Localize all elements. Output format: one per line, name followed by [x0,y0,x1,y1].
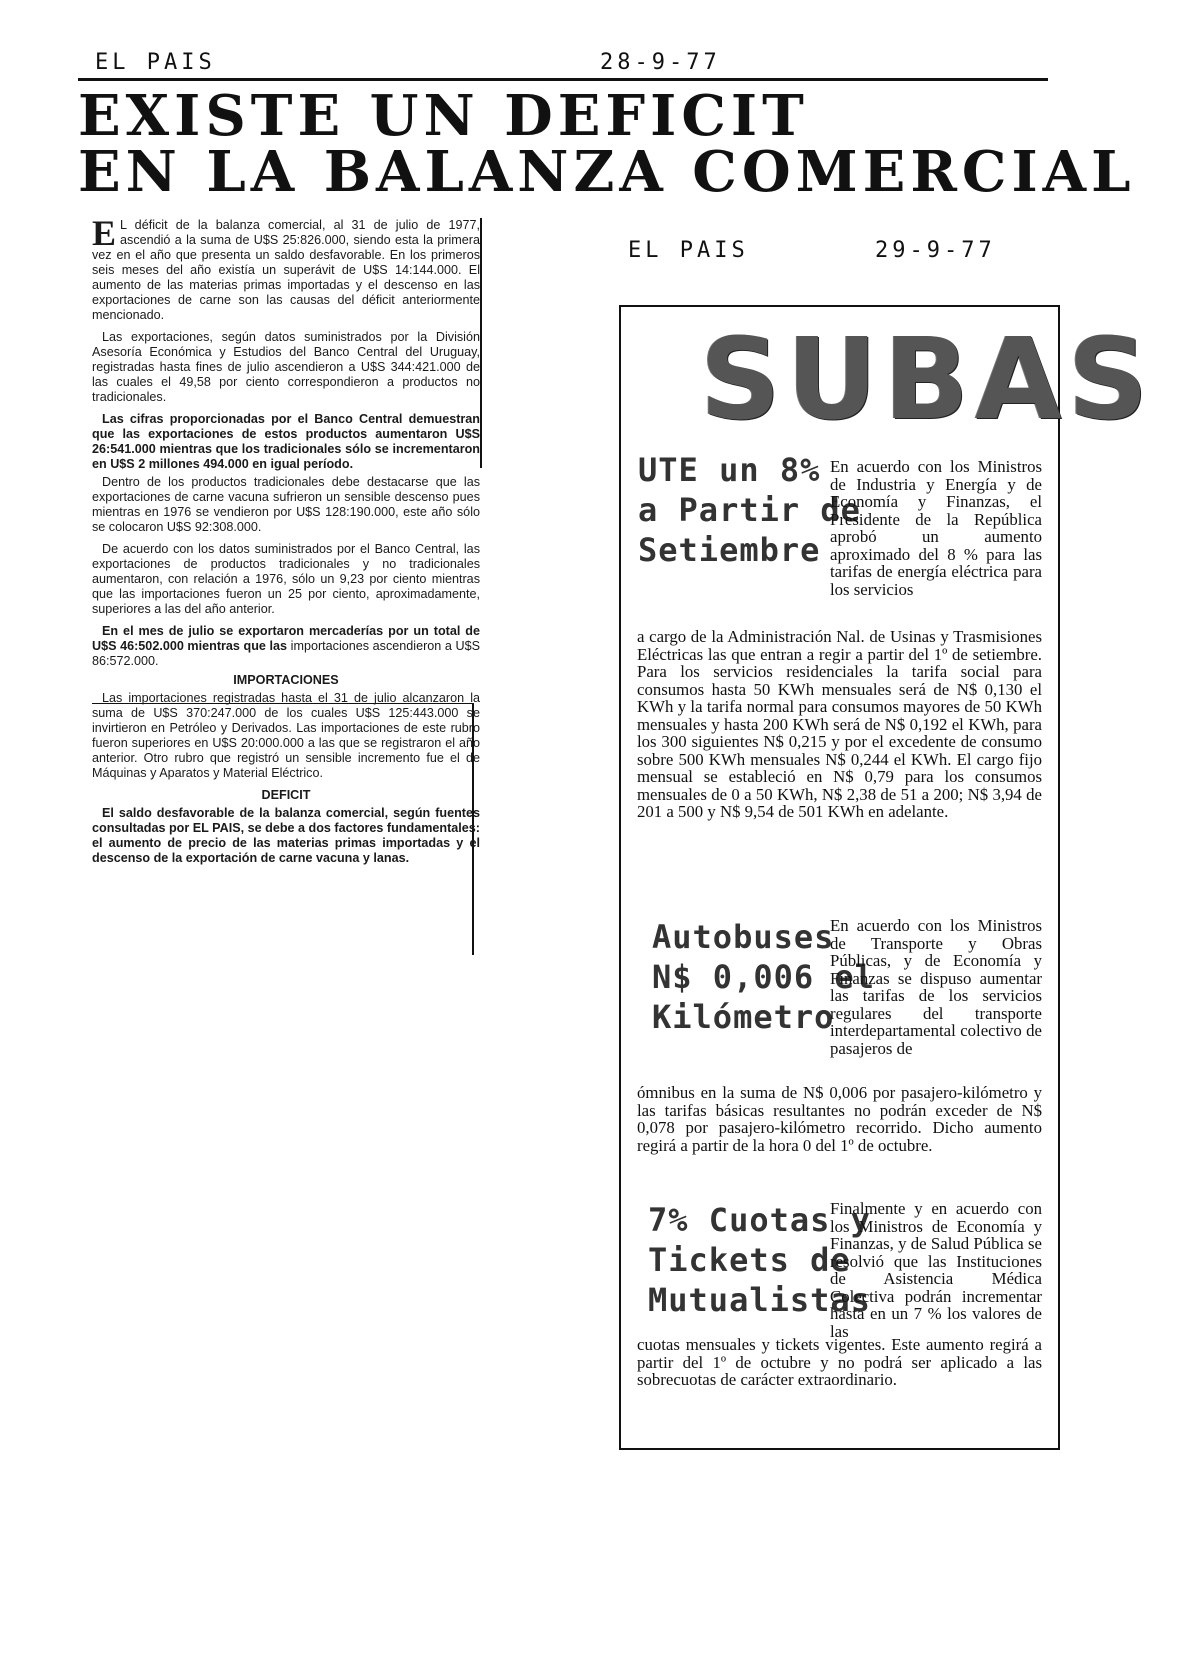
clipping2-source: EL PAIS [628,238,749,263]
clipping2-date: 29-9-77 [875,238,996,263]
article-paragraph: Las importaciones registradas hasta el 31 de julio alcanzaron la suma de U$S 370:247.000 de los cuales U$S 125:443.000 se invirtieron en Petróleo y Derivados. Las importaciones de este rubro fueron superiores en U$S 20:000.000 a las que se registraron el año anterior. Otro rubro que registró un sensible incremento fue el de Máquinas y Aparatos y Material Eléctrico. [92,691,480,780]
article-paragraph: El saldo desfavorable de la balanza comercial, según fuentes consultadas por EL PAIS, se debe a dos factores fundamentales: el aumento de precio de las materias primas importadas y el descenso de la exportación de carne vacuna y lanas. [92,806,480,865]
autobuses-text-full: ómnibus en la suma de N$ 0,006 por pasajero-kilómetro y las tarifas básicas resultantes no podrán exceder de N$ 0,078 por pasajero-kilómetro recorrido. Dicho aumento regirá a partir de la hora 0 del 1º de octubre. [637,1083,1042,1155]
ute-text-column: En acuerdo con los Ministros de Industria y Energía y de Economía y Finanzas, el Presidente de la República aprobó un aumento aproximado del 8 % para las tarifas de energía eléctrica para los servicios [830,457,1042,599]
clipping1-top-rule [78,78,1048,81]
mutualistas-text-full: cuotas mensuales y tickets vigentes. Este aumento regirá a partir del 1º de octubre y no podrá ser aplicado a las sobrecuotas de carácter extraordinario. [637,1335,1042,1389]
mutualistas-text-column: Finalmente y en acuerdo con los Ministros de Economía y Finanzas, y de Salud Pública se resolvió que las Instituciones de Asistencia Médica Colectiva podrán incrementar hasta en un 7 % los valores de las [830,1199,1042,1341]
article-paragraph: E L déficit de la balanza comercial, al 31 de julio de 1977, ascendió a la suma de U$S 25:826.000, siendo esta la primera vez en el año que presenta un saldo desfavorable. En los primeros seis meses del año existía un superávit de U$S 14:144.000. El aumento de las materias primas importadas y el descenso en las exportaciones de carne son las causas del déficit anteriormente mencionado. [92,213,480,322]
headline-line-1: EXISTE UN DEFICIT [78,83,809,149]
subheading-importaciones: IMPORTACIONES [233,673,339,687]
autobuses-headline: Autobuses N$ 0,006 el Kilómetro [652,918,875,1036]
article-paragraph: En el mes de julio se exportaron mercaderías por un total de U$S 46:502.000 mientras que las importaciones ascendieron a U$S 86:572.000. [92,624,480,668]
article-paragraph: Las exportaciones, según datos suministrados por la División Asesoría Económica y Estudios del Banco Central del Uruguay, registradas hasta fines de julio ascendieron a U$S 344:421.000 de las cuales el 49,58 por ciento correspondieron a productos no tradicionales. [92,330,480,404]
clipping1-headline [78,83,1136,205]
article-paragraph: Dentro de los productos tradicionales debe destacarse que las exportaciones de carne vacuna sufrieron un sensible descenso pues mientras en 1976 se vendieron por U$S 128:190.000, este año sólo se colocaron U$S 92:308.000. [92,475,480,534]
clipping1-date: 28-9-77 [600,50,721,75]
article-paragraph: Las cifras proporcionadas por el Banco Central demuestran que las exportaciones de estos productos aumentaron U$S 26:541.000 mientras que los tradicionales sólo se incrementaron en U$S 2 millones 494.000 en igual período. [92,412,480,471]
column-rule-1 [480,218,482,468]
ute-headline: UTE un 8% a Partir de Setiembre [638,451,861,569]
clipping1-source: EL PAIS [95,50,216,75]
ute-text-full: a cargo de la Administración Nal. de Usinas y Trasmisiones Eléctricas las que entran a regir a partir del 1º de setiembre. Para los servicios residenciales la tarifa social para consumos hasta 50 KWh mensuales será de N$ 0,130 el KWh y la tarifa normal para consumos mayores de 50 KWh mensuales y hasta 200 KWh será de N$ 0,192 el KWh, para los 300 siguientes N$ 0,215 y por el excedente de consumo sobre 500 KWh mensuales N$ 0,244 el KWh. El cargo fijo mensual se estableció en N$ 0,79 para los consumos mensuales de 0 a 50 KWh, N$ 2,38 de 51 a 200; N$ 3,94 de 201 a 500 y N$ 9,54 de 501 KWh en adelante. [637,627,1042,821]
headline-line-2: EN LA BALANZA COMERCIAL [78,139,1136,205]
subas-banner: SUBAS [700,315,1155,445]
drop-cap: E [92,213,117,253]
autobuses-text-column: En acuerdo con los Ministros de Transporte y Obras Públicas, y de Economía y Finanzas se dispuso aumentar las tarifas de los servicios regulares del transporte interdepartamental colectivo de pasajeros de [830,916,1042,1058]
subheading-deficit: DEFICIT [261,788,311,802]
clipping1-article-body [92,213,480,873]
article-paragraph: De acuerdo con los datos suministrados por el Banco Central, las exportaciones de productos tradicionales y no tradicionales aumentaron, con relación a 1976, sólo un 9,23 por ciento mientras que las importaciones fueron un 25 por ciento, aproximadamente, superiores a las del año anterior. [92,542,480,616]
mutualistas-headline: 7% Cuotas y Tickets de Mutualistas [648,1201,871,1319]
